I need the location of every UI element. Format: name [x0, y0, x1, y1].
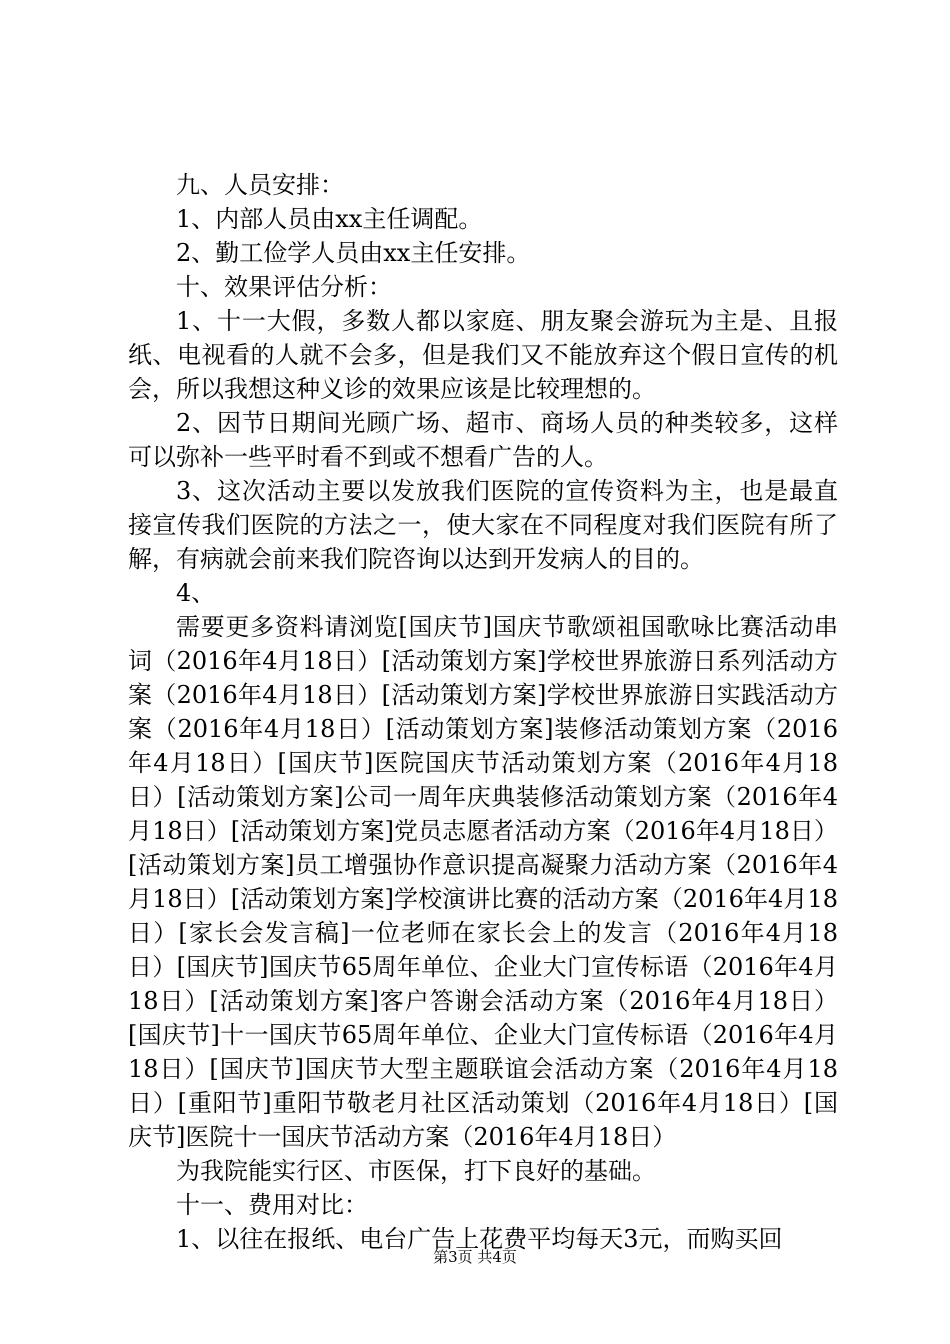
- paragraph: 1、十一大假，多数人都以家庭、朋友聚会游玩为主是、且报纸、电视看的人就不会多，但是我们又不能放弃这个假日宣传的机会，所以我想这种义诊的效果应该是比较理想的。: [128, 307, 838, 403]
- document-body: [128, 168, 838, 1256]
- section-heading-cost: 十一、费用对比：: [176, 1191, 368, 1219]
- page-footer: [0, 1247, 950, 1267]
- page-number: 第3页 共4页: [433, 1248, 517, 1266]
- paragraph: 2、因节日期间光顾广场、超市、商场人员的种类较多，这样可以弥补一些平时看不到或不想看广告的人。: [128, 409, 838, 471]
- paragraph: 3、这次活动主要以发放我们医院的宣传资料为主，也是最直接宣传我们医院的方法之一，使大家在不同程度对我们医院有所了解，有病就会前来我们院咨询以达到开发病人的目的。: [128, 477, 838, 573]
- paragraph: 4、: [176, 579, 216, 607]
- paragraph: 1、内部人员由xx主任调配。: [176, 205, 483, 233]
- related-links-paragraph: 需要更多资料请浏览[国庆节]国庆节歌颂祖国歌咏比赛活动串词（2016年4月18日）[活动策划方案]学校世界旅游日系列活动方案（2016年4月18日）[活动策划方案]学校世界旅游日实践活动方案（2016年4月18日）[活动策划方案]装修活动策划方案（2016年4月18日）[国庆节]医院国庆节活动策划方案（2016年4月18日）[活动策划方案]公司一周年庆典装修活动策划方案（2016年4月18日）[活动策划方案]党员志愿者活动方案（2016年4月18日）[活动策划方案]员工增强协作意识提高凝聚力活动方案（2016年4月18日）[活动策划方案]学校演讲比赛的活动方案（2016年4月18日）[家长会发言稿]一位老师在家长会上的发言（2016年4月18日）[国庆节]国庆节65周年单位、企业大门宣传标语（2016年4月18日）[活动策划方案]客户答谢会活动方案（2016年4月18日）[国庆节]十一国庆节65周年单位、企业大门宣传标语（2016年4月18日）[国庆节]国庆节大型主题联谊会活动方案（2016年4月18日）[重阳节]重阳节敬老月社区活动策划（2016年4月18日）[国庆节]医院十一国庆节活动方案（2016年4月18日）: [128, 613, 838, 1151]
- paragraph: 2、勤工俭学人员由xx主任安排。: [176, 239, 531, 267]
- paragraph: 1、以往在报纸、电台广告上花费平均每天3元，而购买回: [176, 1225, 783, 1253]
- paragraph: 为我院能实行区、市医保，打下良好的基础。: [176, 1157, 656, 1185]
- section-heading-personnel: 九、人员安排：: [176, 171, 344, 199]
- section-heading-evaluation: 十、效果评估分析：: [176, 273, 392, 301]
